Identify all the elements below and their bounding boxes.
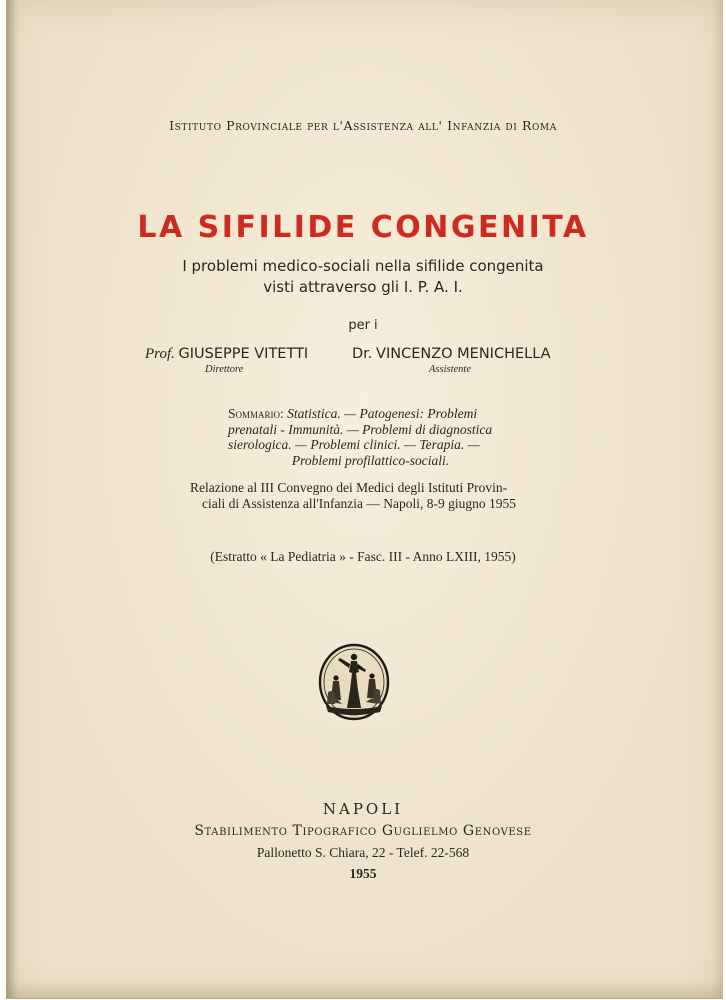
summary-label: Sommario: bbox=[228, 406, 284, 421]
subtitle-line-2: visti attraverso gli I. P. A. I. bbox=[263, 278, 463, 296]
author-menichella bbox=[352, 346, 551, 375]
author-prefix: Prof. bbox=[145, 346, 175, 362]
summary-block bbox=[228, 406, 513, 468]
institute-name: Istituto Provinciale per l'Assistenza all' Infanzia di Roma bbox=[169, 118, 557, 133]
subtitle-line-1: I problemi medico-sociali nella sifilide congenita bbox=[182, 257, 544, 275]
imprint-year: 1955 bbox=[349, 866, 377, 881]
imprint-city: NAPOLI bbox=[322, 800, 404, 818]
estratto-note: (Estratto « La Pediatria » - Fasc. III - Anno LXIII, 1955) bbox=[210, 549, 516, 564]
author-vitetti bbox=[145, 346, 309, 375]
author-role: Direttore bbox=[205, 364, 244, 375]
book-title: LA SIFILIDE CONGENITA bbox=[137, 210, 589, 245]
printer-emblem-icon bbox=[316, 642, 392, 722]
author-prefix: Dr. bbox=[352, 346, 373, 362]
relazione-line: ciali di Assistenza all'Infanzia — Napoli, 8-9 giugno 1955 bbox=[202, 495, 516, 511]
summary-line: sierologica. — Problemi clinici. — Terapia. — bbox=[228, 437, 480, 452]
author-role: Assistente bbox=[429, 364, 471, 375]
summary-line: Statistica. — Patogenesi: Problemi bbox=[287, 406, 478, 421]
relazione-line: Relazione al III Convegno dei Medici degli Istituti Provin- bbox=[190, 480, 508, 495]
per-i-label: per i bbox=[348, 318, 378, 333]
summary-line: Problemi profilattico-sociali. bbox=[291, 452, 450, 468]
imprint-address: Pallonetto S. Chiara, 22 - Telef. 22-568 bbox=[256, 845, 470, 860]
relazione-block bbox=[190, 480, 530, 511]
imprint-printer: Stabilimento Tipografico Guglielmo Genovese bbox=[194, 823, 532, 839]
summary-line: prenatali - Immunità. — Problemi di diagnostica bbox=[228, 421, 493, 437]
author-name: VINCENZO MENICHELLA bbox=[376, 346, 551, 362]
author-name: GIUSEPPE VITETTI bbox=[178, 346, 309, 362]
